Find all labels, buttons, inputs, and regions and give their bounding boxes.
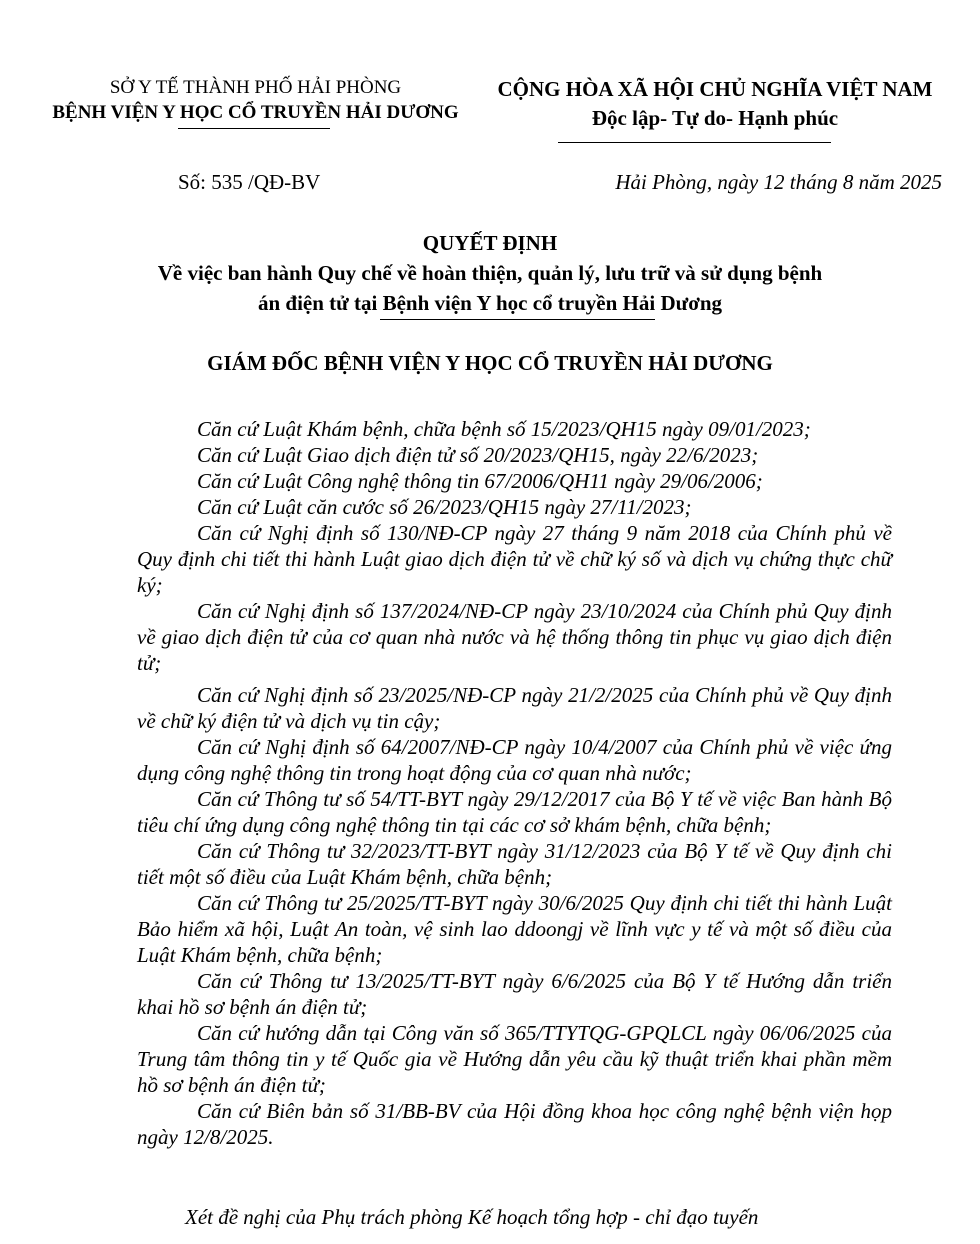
legal-basis-item: Căn cứ Nghị định số 130/NĐ-CP ngày 27 tháng 9 năm 2018 của Chính phủ về Quy định chi tiết thi hành Luật giao dịch điện tử về chữ ký số và dịch vụ chứng thực chữ ký; [137, 521, 892, 597]
country-name: CỘNG HÒA XÃ HỘI CHỦ NGHĨA VIỆT NAM [497, 77, 933, 101]
legal-basis-list [137, 416, 892, 1150]
legal-basis-item: Căn cứ Luật Khám bệnh, chữa bệnh số 15/2023/QH15 ngày 09/01/2023; [197, 417, 811, 441]
legal-basis-item: Căn cứ hướng dẫn tại Công văn số 365/TTYTQG-GPQLCL ngày 06/06/2025 của Trung tâm thông tin y tế Quốc gia về Hướng dẫn yêu cầu kỹ thuật triển khai phần mềm hồ sơ bệnh án điện tử; [137, 1021, 892, 1097]
legal-basis-item: Căn cứ Luật căn cước số 26/2023/QH15 ngày 27/11/2023; [197, 495, 692, 519]
hospital-name: BỆNH VIỆN Y HỌC CỔ TRUYỀN HẢI DƯƠNG [52, 102, 459, 123]
legal-basis-item: Căn cứ Luật Công nghệ thông tin 67/2006/QH11 ngày 29/06/2006; [197, 469, 763, 493]
legal-basis-item: Căn cứ Luật Giao dịch điện tử số 20/2023/QH15, ngày 22/6/2023; [197, 443, 759, 467]
legal-basis-item: Căn cứ Thông tư số 54/TT-BYT ngày 29/12/2017 của Bộ Y tế về việc Ban hành Bộ tiêu chí ứng dụng công nghệ thông tin tại các cơ sở khám bệnh, chữa bệnh; [137, 787, 892, 837]
parent-agency: SỞ Y TẾ THÀNH PHỐ HẢI PHÒNG [109, 77, 402, 98]
agency-underline [178, 128, 330, 129]
legal-basis-item: Căn cứ Nghị định số 64/2007/NĐ-CP ngày 10/4/2007 của Chính phủ về việc ứng dụng công nghệ thông tin trong hoạt động của cơ quan nhà nước; [137, 735, 892, 785]
director-heading: GIÁM ĐỐC BỆNH VIỆN Y HỌC CỔ TRUYỀN HẢI DƯƠNG [207, 351, 773, 375]
legal-basis-item: Căn cứ Thông tư 32/2023/TT-BYT ngày 31/12/2023 của Bộ Y tế về Quy định chi tiết một số điều của Luật Khám bệnh, chữa bệnh; [137, 839, 892, 889]
decision-subject-line1: Về việc ban hành Quy chế về hoàn thiện, quản lý, lưu trữ và sử dụng bệnh [157, 261, 823, 285]
legal-basis-item: Căn cứ Thông tư 13/2025/TT-BYT ngày 6/6/2025 của Bộ Y tế Hướng dẫn triển khai hồ sơ bệnh án điện tử; [137, 969, 892, 1019]
national-motto: Độc lập- Tự do- Hạnh phúc [591, 106, 839, 130]
document-number: Số: 535 /QĐ-BV [178, 170, 321, 194]
proposal-line: Xét đề nghị của Phụ trách phòng Kế hoạch tổng hợp - chỉ đạo tuyến [185, 1205, 759, 1229]
document-date: Hải Phòng, ngày 12 tháng 8 năm 2025 [615, 170, 942, 194]
title-underline [380, 319, 655, 320]
decision-subject-line2: án điện tử tại Bệnh viện Y học cổ truyền Hải Dương [257, 291, 723, 315]
legal-basis-item: Căn cứ Biên bản số 31/BB-BV của Hội đồng khoa học công nghệ bệnh viện họp ngày 12/8/2025. [137, 1099, 892, 1149]
decision-heading: QUYẾT ĐỊNH [422, 231, 558, 255]
legal-basis-item: Căn cứ Nghị định số 23/2025/NĐ-CP ngày 21/2/2025 của Chính phủ về Quy định về chữ ký điện tử và dịch vụ tin cậy; [137, 683, 892, 733]
decision-title [60, 228, 920, 318]
motto-underline [558, 142, 831, 143]
national-header [480, 76, 950, 134]
legal-basis-item: Căn cứ Nghị định số 137/2024/NĐ-CP ngày 23/10/2024 của Chính phủ Quy định về giao dịch điện tử của cơ quan nhà nước và hệ thống thông tin phục vụ giao dịch điện tử; [137, 599, 892, 675]
legal-basis-item: Căn cứ Thông tư 25/2025/TT-BYT ngày 30/6/2025 Quy định chi tiết thi hành Luật Bảo hiểm xã hội, Luật An toàn, vệ sinh lao ddoongj về lĩnh vực y tế và một số điều của Luật Khám bệnh, chữa bệnh; [137, 891, 892, 967]
issuing-agency [28, 76, 483, 126]
